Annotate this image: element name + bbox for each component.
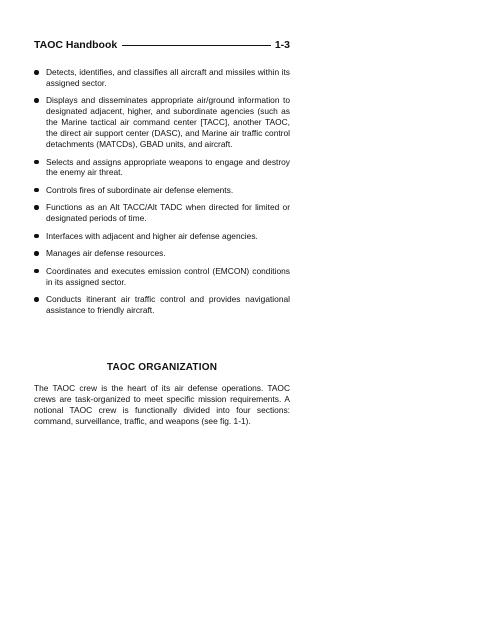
list-item-text: Displays and disseminates appropriate air/ground information to designated adjacent, higher, and subordinate agencies (such as the Marine tactical air command center [TACC], another TAOC, the direct air support center (DASC), and Marine air traffic control detachments (MATCDs), GBAD units, and aircraft.: [46, 95, 290, 150]
section-title: TAOC ORGANIZATION: [106, 362, 218, 373]
bullet-icon: [34, 269, 39, 274]
responsibilities-list: [34, 67, 290, 323]
list-item: [34, 231, 290, 242]
list-item: [34, 157, 290, 179]
list-item: [34, 185, 290, 196]
list-item: [34, 67, 290, 89]
section-paragraph: The TAOC crew is the heart of its air defense operations. TAOC crews are task-organized to meet specific mission requirements. A notional TAOC crew is functionally divided into four sections: command, surveillance, traffic, and weapons (see fig. 1-1).: [34, 383, 290, 426]
list-item-text: Coordinates and executes emission control (EMCON) conditions in its assigned sector.: [46, 265, 290, 287]
bullet-icon: [34, 251, 39, 256]
page-number: 1-3: [274, 39, 290, 51]
header-title: TAOC Handbook: [34, 39, 118, 51]
list-item-text: Selects and assigns appropriate weapons to engage and destroy the enemy air threat.: [46, 156, 290, 178]
list-item-text: Detects, identifies, and classifies all aircraft and missiles within its assigned sector.: [46, 67, 290, 88]
list-item: [34, 95, 290, 150]
list-item: [34, 202, 290, 224]
header-rule: [122, 45, 271, 46]
page-header: [34, 38, 290, 52]
bullet-icon: [34, 234, 39, 239]
list-item-text: Interfaces with adjacent and higher air defense agencies.: [46, 230, 258, 241]
bullet-icon: [34, 205, 39, 210]
list-item: [34, 248, 290, 259]
bullet-icon: [34, 188, 39, 193]
list-item-text: Conducts itinerant air traffic control and provides navigational assistance to friendly aircraft.: [46, 294, 290, 316]
list-item: [34, 294, 290, 316]
list-item-text: Functions as an Alt TACC/Alt TADC when directed for limited or designated periods of time.: [46, 202, 290, 224]
bullet-icon: [34, 98, 39, 103]
list-item-text: Controls fires of subordinate air defense elements.: [46, 184, 234, 195]
list-item-text: Manages air defense resources.: [46, 248, 166, 259]
bullet-icon: [34, 70, 39, 75]
bullet-icon: [34, 160, 39, 165]
bullet-icon: [34, 297, 39, 302]
list-item: [34, 266, 290, 288]
